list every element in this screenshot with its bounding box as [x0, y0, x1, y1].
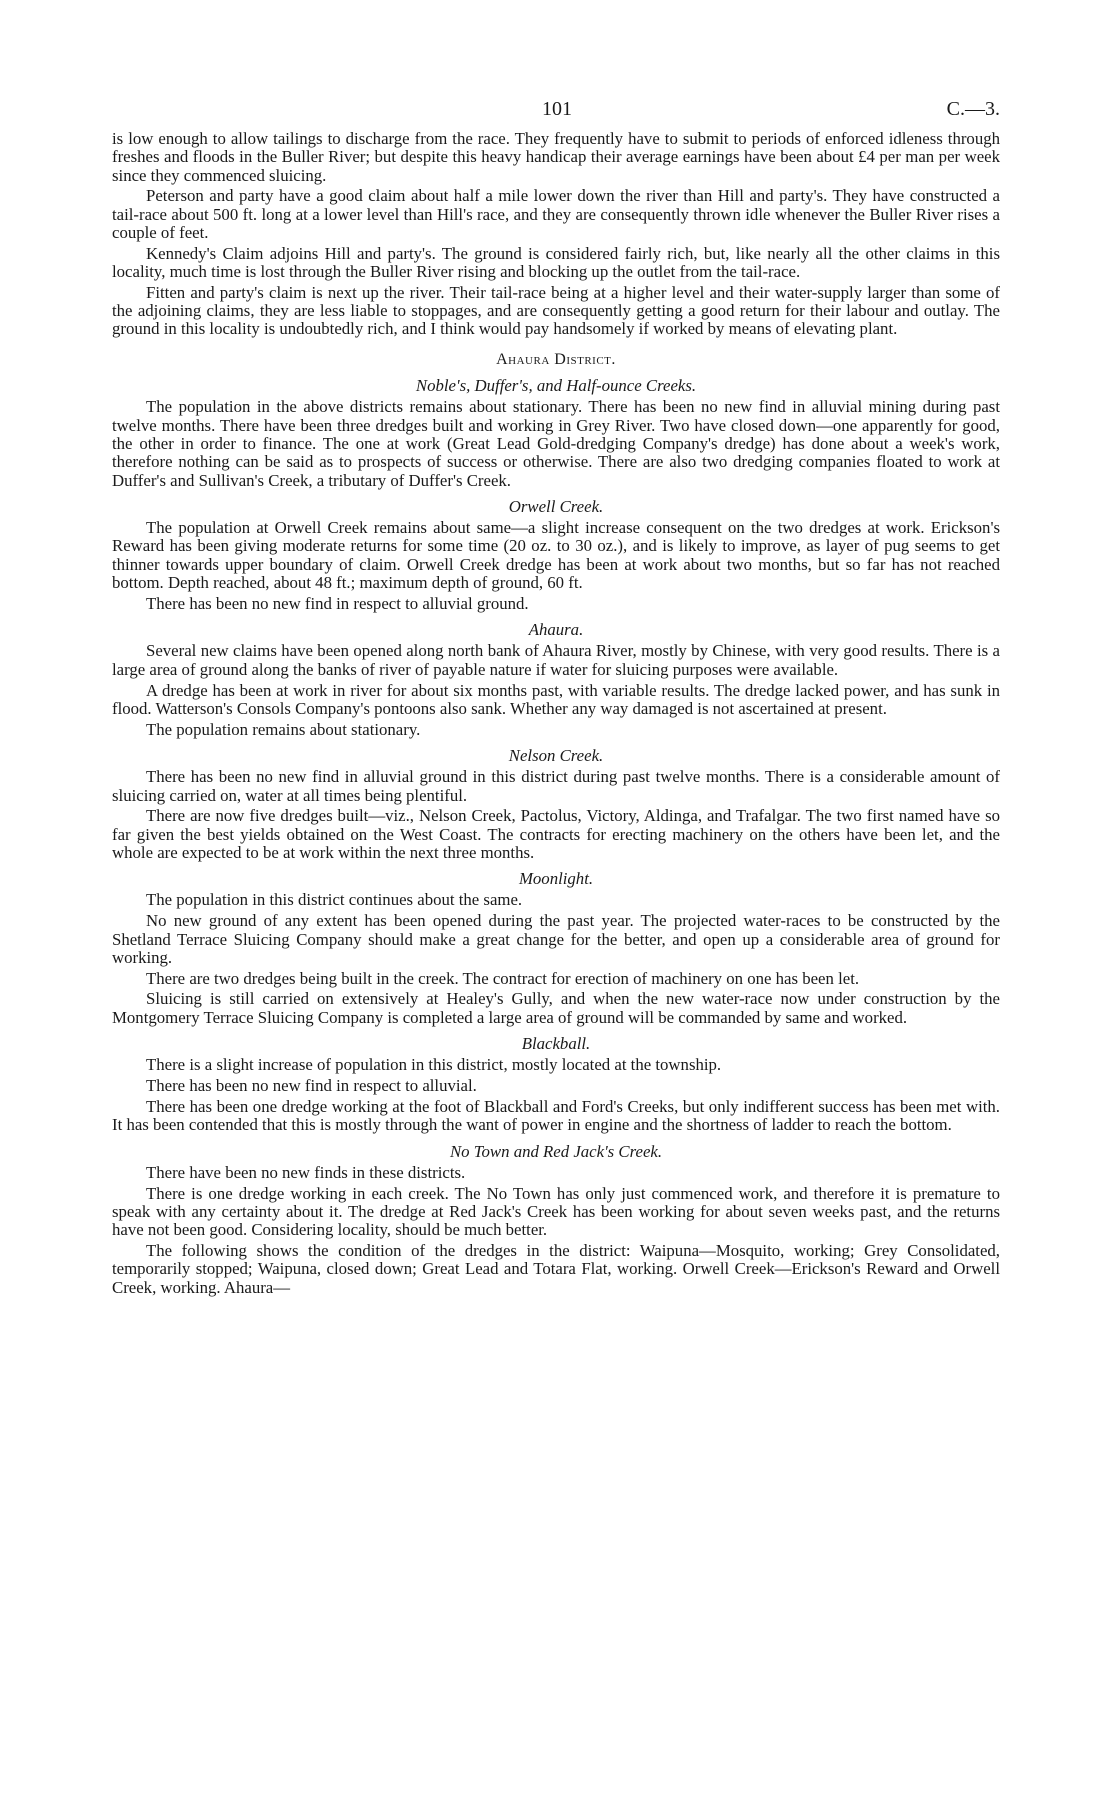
paragraph: There has been no new find in respect to alluvial ground. [146, 593, 529, 613]
paragraph: There has been no new find in respect to alluvial. [146, 1076, 477, 1096]
section-heading: Noble's, Duffer's, and Half-ounce Creeks. [415, 376, 697, 396]
paragraph: Kennedy's Claim adjoins Hill and party's. The ground is considered fairly rich, but, like nearly all the other claims in this locality, much time is lost through the Buller River rising and blocking up the outlet from the tail-race. [112, 243, 1000, 282]
body-text [112, 130, 1000, 1297]
paragraph: Peterson and party have a good claim about half a mile lower down the river than Hill and party's. They have constructed a tail-race about 500 ft. long at a lower level than Hill's race, and they are consequently thrown idle whenever the Buller River rises a couple of feet. [112, 186, 1000, 242]
paragraph: No new ground of any extent has been opened during the past year. The projected water-races to be constructed by the Shetland Terrace Sluicing Company should make a great change for the better, and open up a considerable area of ground for working. [112, 911, 1000, 967]
paragraph: There are now five dredges built—viz., Nelson Creek, Pactolus, Victory, Aldinga, and Trafalgar. The two first named have so far given the best yields obtained on the West Coast. The contracts for erecting machinery on the others have been let, and the whole are expected to be at work within the next three months. [112, 806, 1000, 862]
paragraph: The population in this district continues about the same. [146, 890, 523, 910]
section-heading: Moonlight. [518, 869, 594, 889]
paragraph: The following shows the condition of the dredges in the district: Waipuna—Mosquito, working; Grey Consolidated, temporarily stopped; Waipuna, closed down; Great Lead and Totara Flat, working. Orwell Creek—Erickson's Reward and Orwell Creek, working. Ahaura— [112, 1241, 1000, 1297]
paragraph: There is one dredge working in each creek. The No Town has only just commenced work, and therefore it is premature to speak with any certainty about it. The dredge at Red Jack's Creek has been working for about seven weeks past, and the returns have not been good. Considering locality, should be much better. [112, 1183, 1000, 1240]
page-number: 101 [542, 98, 572, 120]
district-heading: Ahaura District. [496, 350, 616, 368]
paragraph: Several new claims have been opened along north bank of Ahaura River, mostly by Chinese, with very good results. There is a large area of ground along the banks of river of payable nature if water for sluicing purposes were available. [112, 641, 1000, 679]
paragraph: Sluicing is still carried on extensively at Healey's Gully, and when the new water-race now under construction by the Montgomery Terrace Sluicing Company is completed a large area of ground will be commanded by same and worked. [112, 989, 1000, 1027]
document-page [112, 100, 1000, 1299]
paragraph: There has been no new find in alluvial ground in this district during past twelve months. There is a considerable amount of sluicing carried on, water at all times being plentiful. [112, 767, 1000, 805]
section-heading: No Town and Red Jack's Creek. [449, 1141, 663, 1161]
paragraph: The population in the above districts remains about stationary. There has been no new find in alluvial mining during past twelve months. There have been three dredges built and working in Grey River. Two have closed down—one apparently for good, the other in order to finance. The one at work (Great Lead Gold-dredging Company's dredge) has done about a week's work, therefore nothing can be said as to prospects of success or otherwise. There are also two dredging companies floated to work at Duffer's and Sullivan's Creek, a tributary of Duffer's Creek. [112, 397, 1000, 490]
section-heading: Nelson Creek. [508, 745, 604, 765]
document-reference: C.—3. [946, 98, 1000, 120]
section-heading: Orwell Creek. [508, 496, 604, 516]
paragraph: is low enough to allow tailings to discharge from the race. They frequently have to submit to periods of enforced idleness through freshes and floods in the Buller River; but despite this heavy handicap their average earnings have been about £4 per man per week since they commenced sluicing. [112, 129, 1000, 185]
page-header [112, 100, 1000, 130]
paragraph: A dredge has been at work in river for about six months past, with variable results. The dredge lacked power, and has sunk in flood. Watterson's Consols Company's pontoons also sank. Whether any way damaged is not ascertained at present. [112, 680, 1000, 718]
paragraph: There is a slight increase of population in this district, mostly located at the township. [146, 1055, 722, 1075]
paragraph: Fitten and party's claim is next up the river. Their tail-race being at a higher level and their water-supply larger than some of the adjoining claims, they are less liable to stoppages, and are consequently getting a good return for their labour and outlay. The ground in this locality is undoubtedly rich, and I think would pay handsomely if worked by means of elevating plant. [112, 282, 1000, 339]
paragraph: There are two dredges being built in the creek. The contract for erection of machinery on one has been let. [146, 968, 860, 988]
section-heading: Blackball. [521, 1034, 591, 1054]
paragraph: The population remains about stationary. [146, 719, 421, 739]
section-heading: Ahaura. [528, 620, 584, 640]
paragraph: The population at Orwell Creek remains about same—a slight increase consequent on the two dredges at work. Erickson's Reward has been giving moderate returns for some time (20 oz. to 30 oz.), and is likely to improve, as layer of pug seems to get thinner towards upper boundary of claim. Orwell Creek dredge has been at work about two months, but so far has not reached bottom. Depth reached, about 48 ft.; maximum depth of ground, 60 ft. [112, 518, 1000, 593]
paragraph: There has been one dredge working at the foot of Blackball and Ford's Creeks, but only indifferent success has been met with. It has been contended that this is mostly through the want of power in engine and the shortness of ladder to reach the bottom. [112, 1096, 1000, 1135]
paragraph: There have been no new finds in these districts. [146, 1162, 466, 1182]
